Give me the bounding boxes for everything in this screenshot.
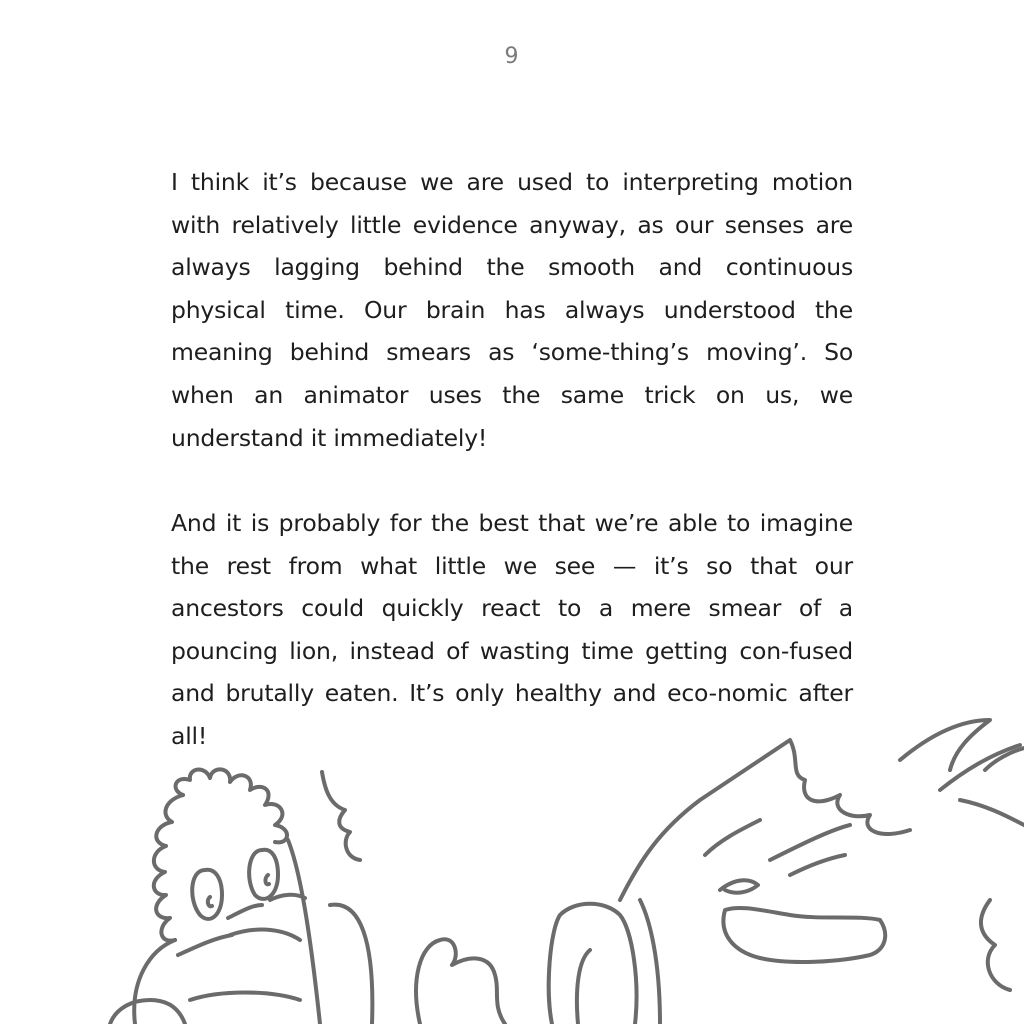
surprise-mark	[322, 772, 360, 860]
paw-middle	[549, 904, 637, 1024]
lion-body-left	[640, 900, 660, 1024]
paw-middle-inner	[577, 950, 590, 1024]
shoulder	[110, 1000, 185, 1024]
snout	[720, 880, 758, 892]
eye-streak-2	[790, 855, 845, 875]
scared-person-drawing	[110, 769, 372, 1024]
mane-streak-4	[960, 800, 1024, 825]
pupil-right	[265, 875, 269, 884]
cheek	[190, 993, 300, 1001]
sketch-illustration	[0, 700, 1024, 1024]
mouth	[178, 930, 300, 955]
eye-left	[192, 870, 222, 919]
lion-head	[620, 740, 910, 900]
arm	[330, 905, 372, 1024]
eye-right	[249, 850, 278, 899]
mane-lower	[981, 900, 1010, 990]
lion-drawing	[416, 720, 1024, 1024]
hair-curls-left	[154, 795, 183, 941]
paw-left	[416, 939, 505, 1024]
pupil-left	[208, 897, 212, 906]
head-streak	[705, 820, 760, 855]
hair-curls	[176, 769, 287, 842]
paragraph-1: I think it’s because we are used to interpreting motion with relatively little evidence anyway, as our senses are always lagging behind the smooth and continuous physical time. Our brain has always understood the meaning behind smears as ‘some-thing’s moving’. So when an animator uses the same trick on us, we understand it immediately!	[171, 168, 853, 452]
mane-streak-1	[900, 720, 990, 770]
paragraph-2: And it is probably for the best that we’re able to imagine the rest from what little we see — it’s so that our ancestors could quickly react to a mere smear of a pouncing lion, instead of wasting time getting con-fused and brutally eaten. It’s only healthy and eco-nomic after all!	[171, 509, 853, 750]
page-number: 9	[504, 44, 520, 69]
jaw	[723, 908, 885, 962]
face-outline	[134, 940, 175, 1024]
